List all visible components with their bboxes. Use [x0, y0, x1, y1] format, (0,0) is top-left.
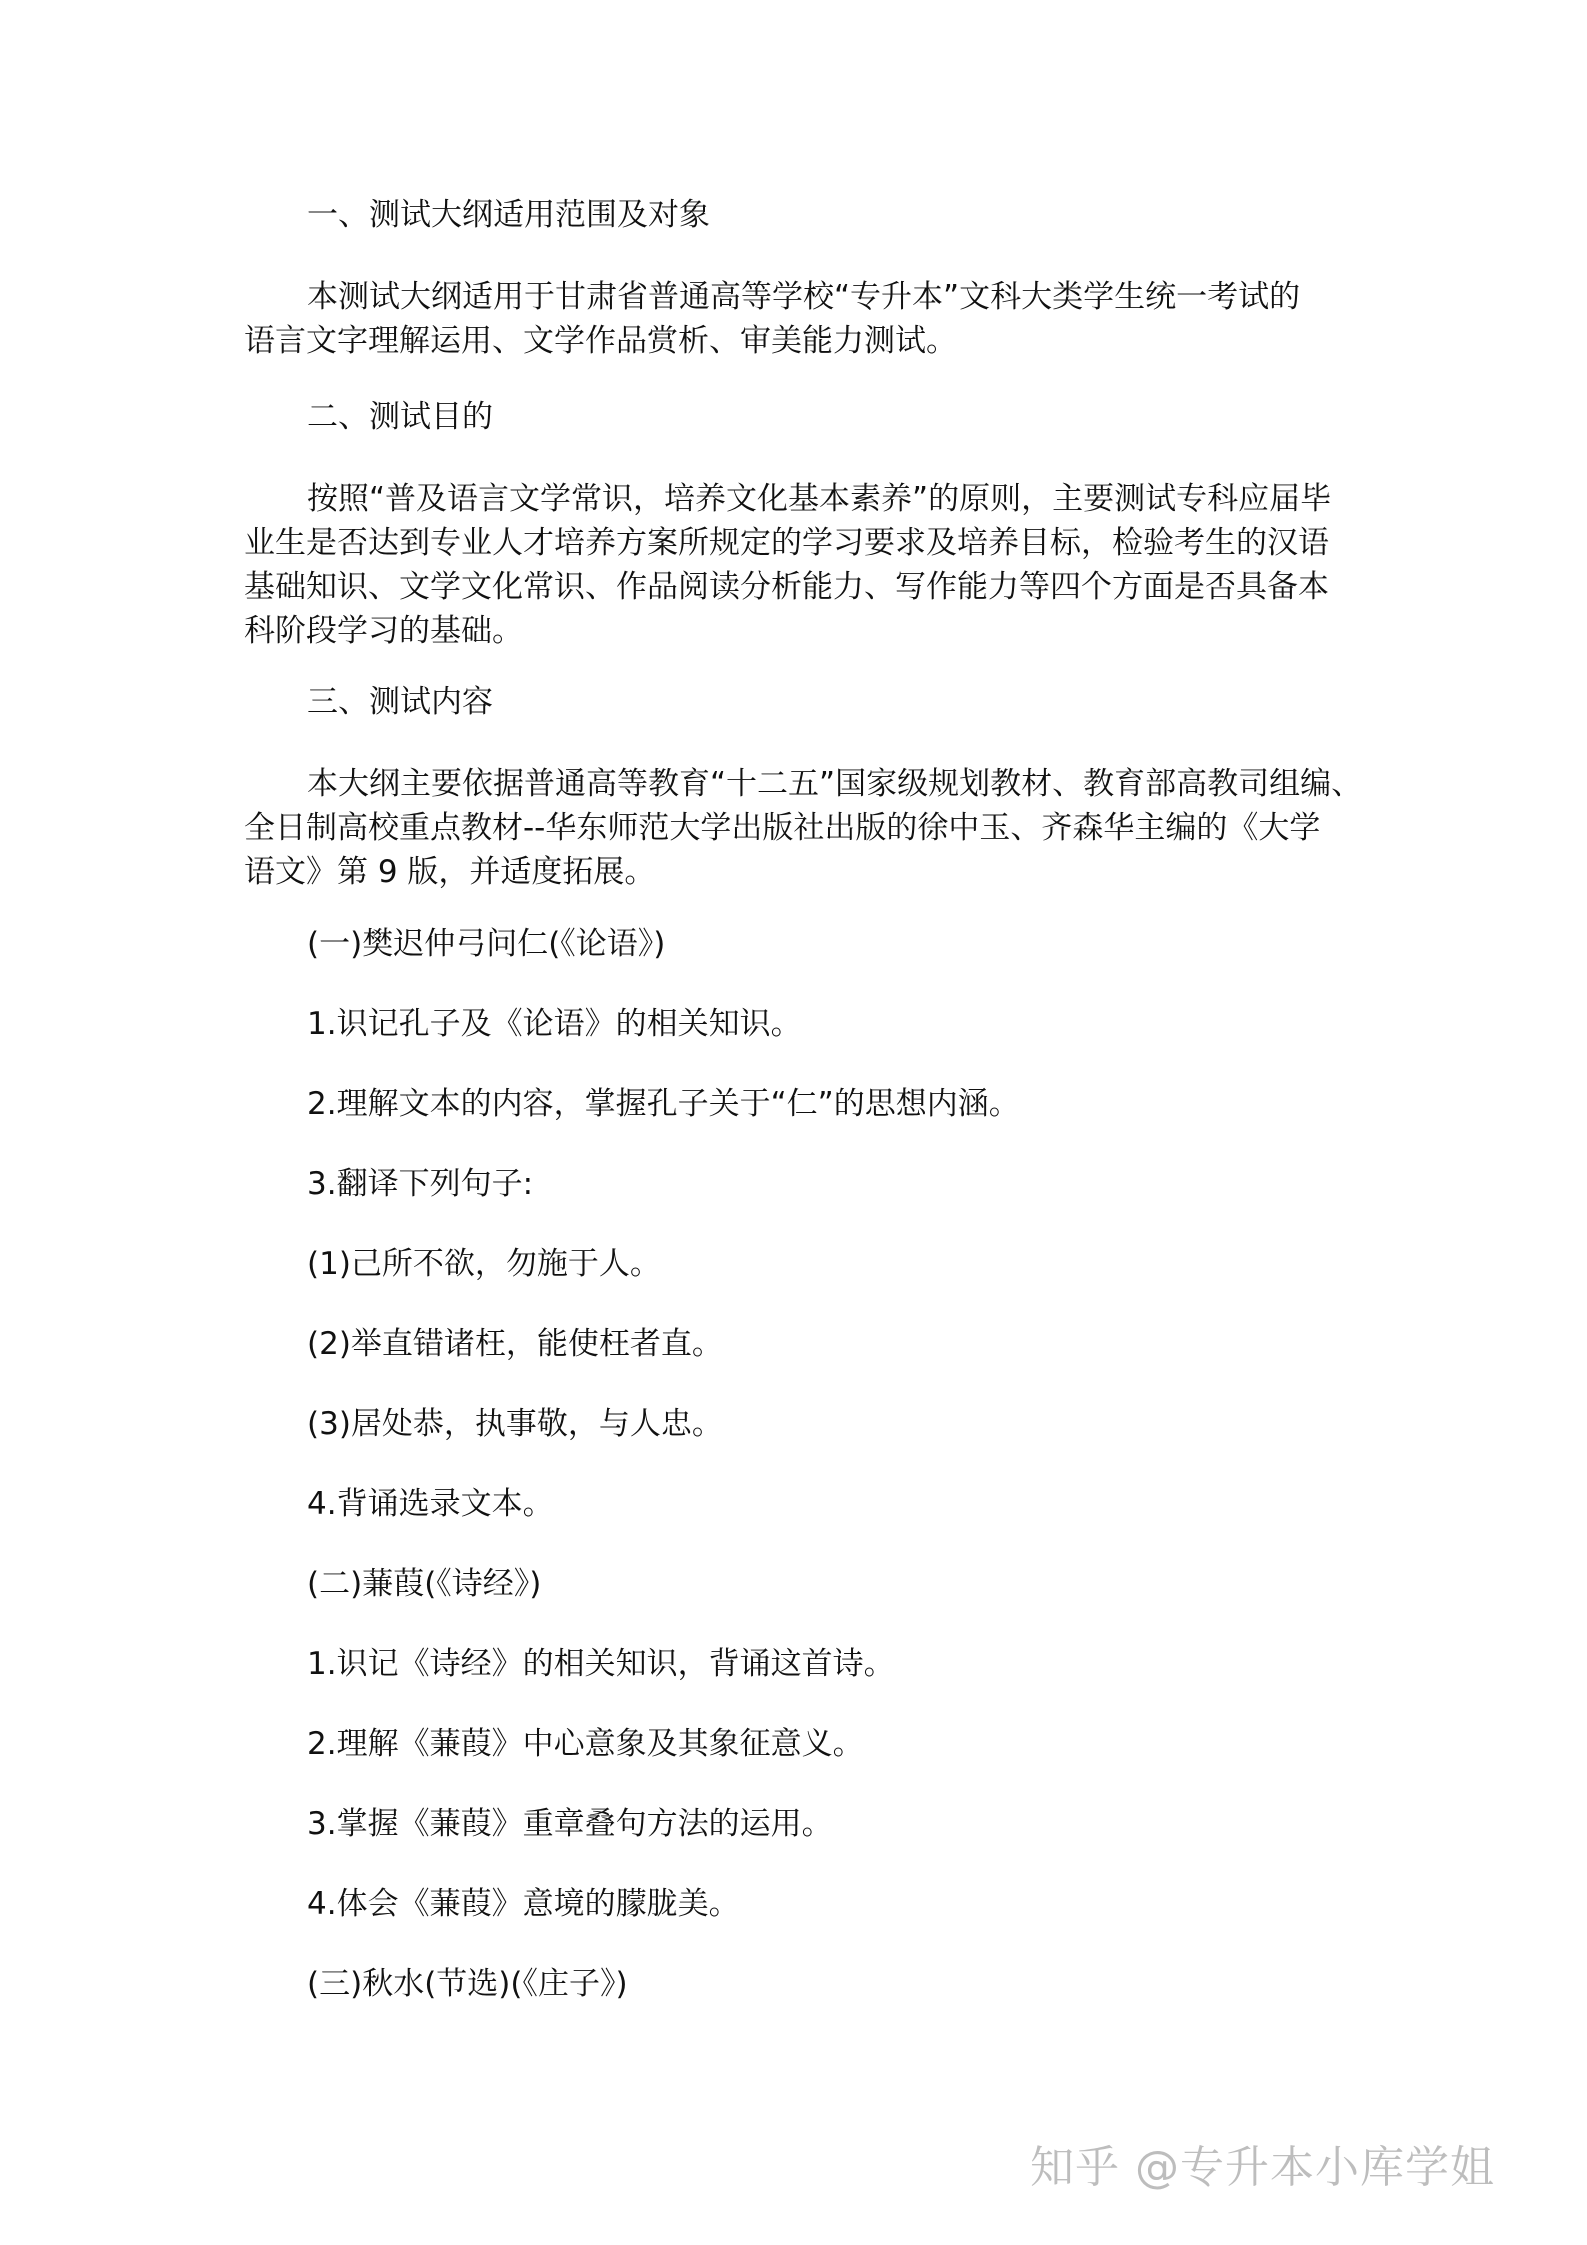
- paragraph-line: 本大纲主要依据普通高等教育“十二五”国家级规划教材、教育部高教司组编、: [307, 766, 1363, 802]
- section-title: (二)蒹葭(《诗经》): [307, 1566, 542, 1602]
- paragraph-line: 按照“普及语言文学常识，培养文化基本素养”的原则，主要测试专科应届毕: [307, 481, 1332, 517]
- paragraph-line: 业生是否达到专业人才培养方案所规定的学习要求及培养目标，检验考生的汉语: [244, 525, 1329, 561]
- section-title: (一)樊迟仲弓问仁(《论语》): [307, 926, 666, 962]
- paragraph-line: 本测试大纲适用于甘肃省普通高等学校“专升本”文科大类学生统一考试的: [307, 279, 1301, 315]
- list-item: (1)己所不欲，勿施于人。: [307, 1246, 661, 1282]
- paragraph-line: 科阶段学习的基础。: [244, 613, 523, 649]
- list-item: 4.背诵选录文本。: [307, 1486, 554, 1522]
- heading-purpose: 二、测试目的: [307, 399, 493, 435]
- list-item: 2.理解《蒹葭》中心意象及其象征意义。: [307, 1726, 864, 1762]
- paragraph-line: 基础知识、文学文化常识、作品阅读分析能力、写作能力等四个方面是否具备本: [244, 569, 1329, 605]
- list-item: 2.理解文本的内容，掌握孔子关于“仁”的思想内涵。: [307, 1086, 1020, 1122]
- list-item: (3)居处恭，执事敬，与人忠。: [307, 1406, 723, 1442]
- heading-scope: 一、测试大纲适用范围及对象: [307, 197, 710, 233]
- paragraph-line: 语文》第 9 版，并适度拓展。: [244, 854, 656, 890]
- list-item: 1.识记《诗经》的相关知识，背诵这首诗。: [307, 1646, 895, 1682]
- list-item: 3.翻译下列句子:: [307, 1166, 534, 1202]
- section-title: (三)秋水(节选)(《庄子》): [307, 1966, 628, 2002]
- list-item: 1.识记孔子及《论语》的相关知识。: [307, 1006, 802, 1042]
- list-item: (2)举直错诸枉，能使枉者直。: [307, 1326, 723, 1362]
- paragraph-line: 全日制高校重点教材--华东师范大学出版社出版的徐中玉、齐森华主编的《大学: [244, 810, 1321, 846]
- list-item: 4.体会《蒹葭》意境的朦胧美。: [307, 1886, 740, 1922]
- paragraph-line: 语言文字理解运用、文学作品赏析、审美能力测试。: [244, 323, 957, 359]
- list-item: 3.掌握《蒹葭》重章叠句方法的运用。: [307, 1806, 833, 1842]
- heading-content: 三、测试内容: [307, 684, 493, 720]
- watermark: 知乎 @专升本小库学姐: [1030, 2142, 1495, 2193]
